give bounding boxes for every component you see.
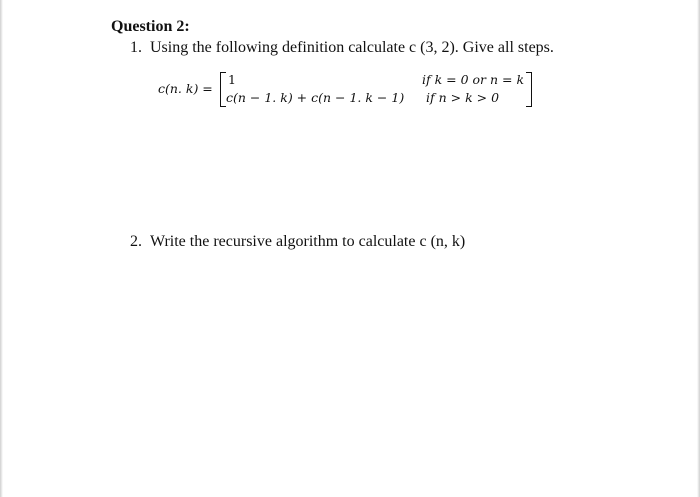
- formula-right-bracket: [526, 72, 532, 107]
- formula-case1-value: 1: [228, 72, 236, 87]
- formula-lhs: c(n. k) =: [158, 81, 213, 96]
- item-1-number: 1.: [130, 39, 142, 56]
- page-edge-shadow-left: [0, 0, 3, 497]
- recursive-definition-formula: [158, 70, 538, 110]
- question-heading: Question 2:: [111, 18, 190, 35]
- item-2-number: 2.: [130, 233, 142, 250]
- formula-case2-value: c(n − 1. k) + c(n − 1. k − 1): [226, 90, 405, 105]
- formula-case1-condition: if k = 0 or n = k: [422, 72, 525, 87]
- formula-case2-condition: if n > k > 0: [426, 90, 500, 105]
- item-2-text: Write the recursive algorithm to calculate c (n, k): [150, 233, 466, 250]
- question-item-1: [130, 39, 554, 57]
- item-1-text: Using the following definition calculate c (3, 2). Give all steps.: [150, 39, 554, 56]
- question-item-2: [130, 233, 465, 251]
